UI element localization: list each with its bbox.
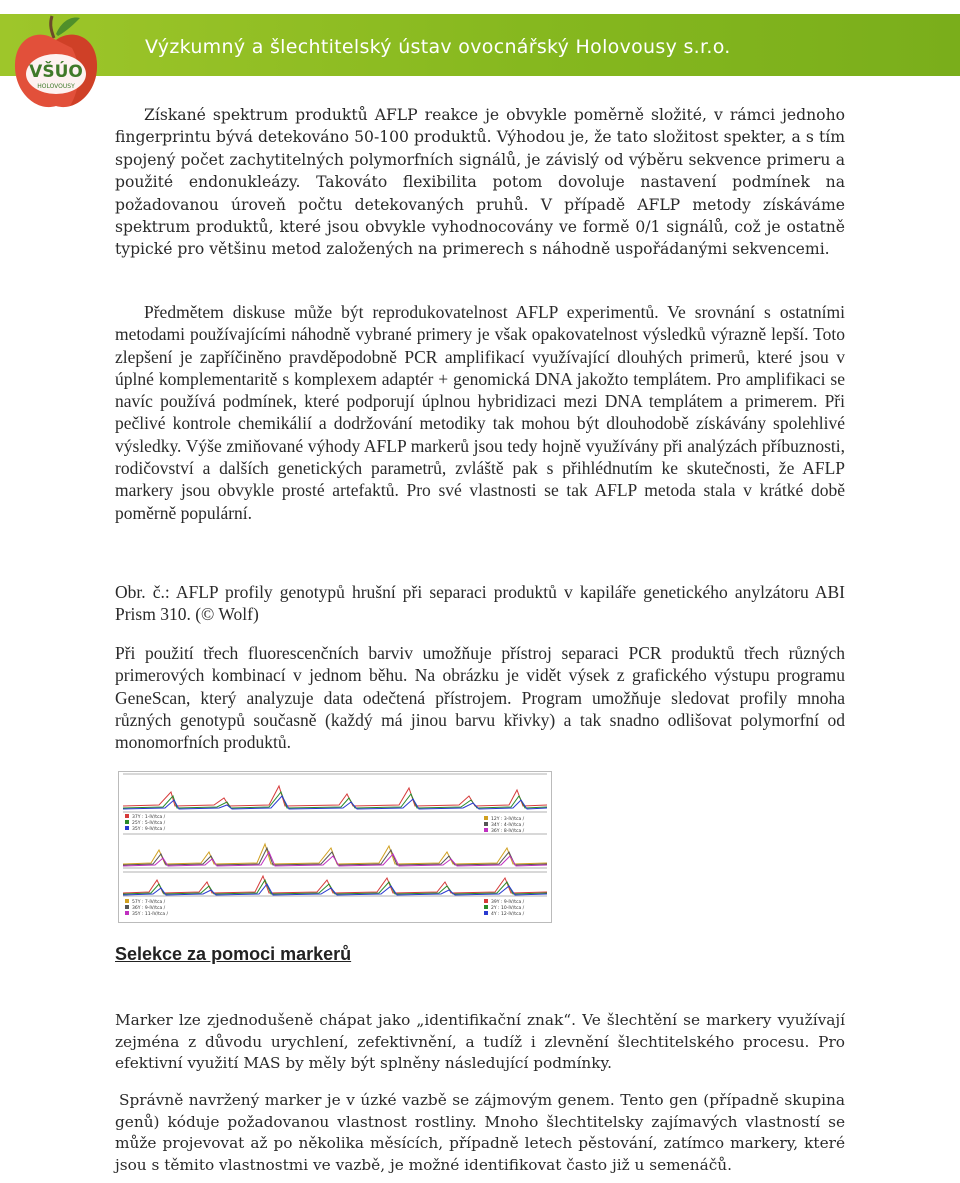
legend-bottom-right-2: 2Y : 10-IV/tca / bbox=[491, 906, 525, 911]
legend-top-left-3: 35Y : 9-IV/tca / bbox=[132, 827, 166, 832]
legend-top-right-3: 36Y : 8-IV/tca / bbox=[491, 829, 525, 834]
institute-name: Výzkumný a šlechtitelský ústav ovocnářský Holovousy s.r.o. bbox=[145, 36, 731, 58]
header-banner bbox=[0, 14, 960, 76]
electropherogram-panel-middle bbox=[123, 834, 547, 868]
legend-top-right-2: 34Y : 4-IV/tca / bbox=[491, 823, 525, 828]
legend-top-right-1: 12Y : 3-IV/tca / bbox=[491, 817, 525, 822]
figure-caption: Obr. č.: AFLP profily genotypů hrušní při separaci produktů v kapiláře genetického anylzátoru ABI Prism 310. (© Wolf) bbox=[115, 582, 845, 625]
paragraph-marker-design: Správně navržený marker je v úzké vazbě se zájmovým genem. Tento gen (případně skupina genů) kóduje požadovanou vlastnost rostliny. Mnoho šlechtitelsky zajímavých vlastností se může projevovat až po několika měsících, případně letech pěstování, zatímco markery, které jsou s těmito vlastnostmi ve vazbě, je možné identifikovat často již u semenáčů. bbox=[115, 1091, 845, 1174]
svg-text:HOLOVOUSY: HOLOVOUSY bbox=[37, 83, 75, 90]
electropherogram-panel-bottom bbox=[123, 872, 547, 917]
paragraph-reproducibility: Předmětem diskuse může být reprodukovatelnost AFLP experimentů. Ve srovnání s ostatními metodami používajícími náhodně vybrané primery je však opakovatelnost výsledků výrazně lepší. Toto zlepšení je zapříčiněno pravděpodobně PCR amplifikací využívající dlouhých primerů, které jsou v úplné komplementaritě s komplexem adaptér + genomická DNA jakožto templátem. Pro amplifikaci se navíc používá podmínek, které podporují úplnou hybridizaci mezi DNA templátem a primerem. Při pečlivé kontrole chemikálií a dodržování metodiky tak mohou být dlouhodobě získávány spolehlivé výsledky. Výše zmiňované výhody AFLP markerů jsou tedy hojně využívány při analýzách příbuznosti, rodičovství a dalších genetických parametrů, zvláště pak s přihlédnutím ke skutečnosti, že AFLP markery jsou obvykle prosté artefaktů. Pro své vlastnosti se tak AFLP metoda stala v krátké době poměrně populární. bbox=[115, 302, 845, 523]
paragraph-marker-definition: Marker lze zjednodušeně chápat jako „identifikační znak“. Ve šlechtění se markery využívají zejména z důvodu urychlení, zefektivnění, a tudíž i zlevnění šlechtitelského procesu. Pro efektivní využití MAS by měly být splněny následující podmínky. bbox=[115, 1011, 845, 1073]
legend-bottom-left-3: 35Y : 11-IV/tca / bbox=[132, 912, 169, 917]
electropherogram-panel-top bbox=[123, 774, 547, 834]
legend-bottom-right-3: 4Y : 12-IV/tca / bbox=[491, 912, 525, 917]
legend-bottom-left-1: 57Y : 7-IV/tca / bbox=[132, 900, 166, 905]
apple-logo-icon bbox=[10, 14, 102, 114]
paragraph-fluorescent-dyes: Při použití třech fluorescenčních barviv umožňuje přístroj separaci PCR produktů třech různých primerových kombinací v jednom běhu. Na obrázku je vidět výsek z grafického výstupu programu GeneScan, který analyzuje data odečtená přístrojem. Program umožňuje sledovat profily mnoha různých genotypů současně (každý má jinou barvu křivky) a tak snadno odlišovat polymorfní od monomorfních produktů. bbox=[115, 643, 845, 753]
legend-bottom-right-1: 39Y : 9-IV/tca / bbox=[491, 900, 525, 905]
section-heading: Selekce za pomoci markerů bbox=[115, 944, 352, 964]
paragraph-aflp-spectrum: Získané spektrum produktů AFLP reakce je obvykle poměrně složité, v rámci jednoho fingerprintu bývá detekováno 50-100 produktů. Výhodou je, že tato složitost spekter, a s tím spojený počet zachytitelných polymorfních signálů, je závislý od výběru sekvence primeru a použité endonukleázy. Takováto flexibilita potom dovoluje nastavení podmínek na požadovanou úroveň počtu detekovaných pruhů. V případě AFLP metody získáváme spektrum produktů, které jsou obvykle vyhodnocovány ve formě 0/1 signálů, což je ostatně typické pro většinu metod založených na primerech s náhodně uspořádanými sekvencemi. bbox=[115, 106, 845, 259]
legend-top-left-1: 37Y : 1-IV/tca / bbox=[132, 815, 166, 820]
legend-top-left-2: 25Y : 5-IV/tca / bbox=[132, 821, 166, 826]
genescan-figure bbox=[118, 771, 552, 923]
svg-text:VŠÚO: VŠÚO bbox=[29, 62, 83, 82]
legend-bottom-left-2: 36Y : 9-IV/tca / bbox=[132, 906, 166, 911]
